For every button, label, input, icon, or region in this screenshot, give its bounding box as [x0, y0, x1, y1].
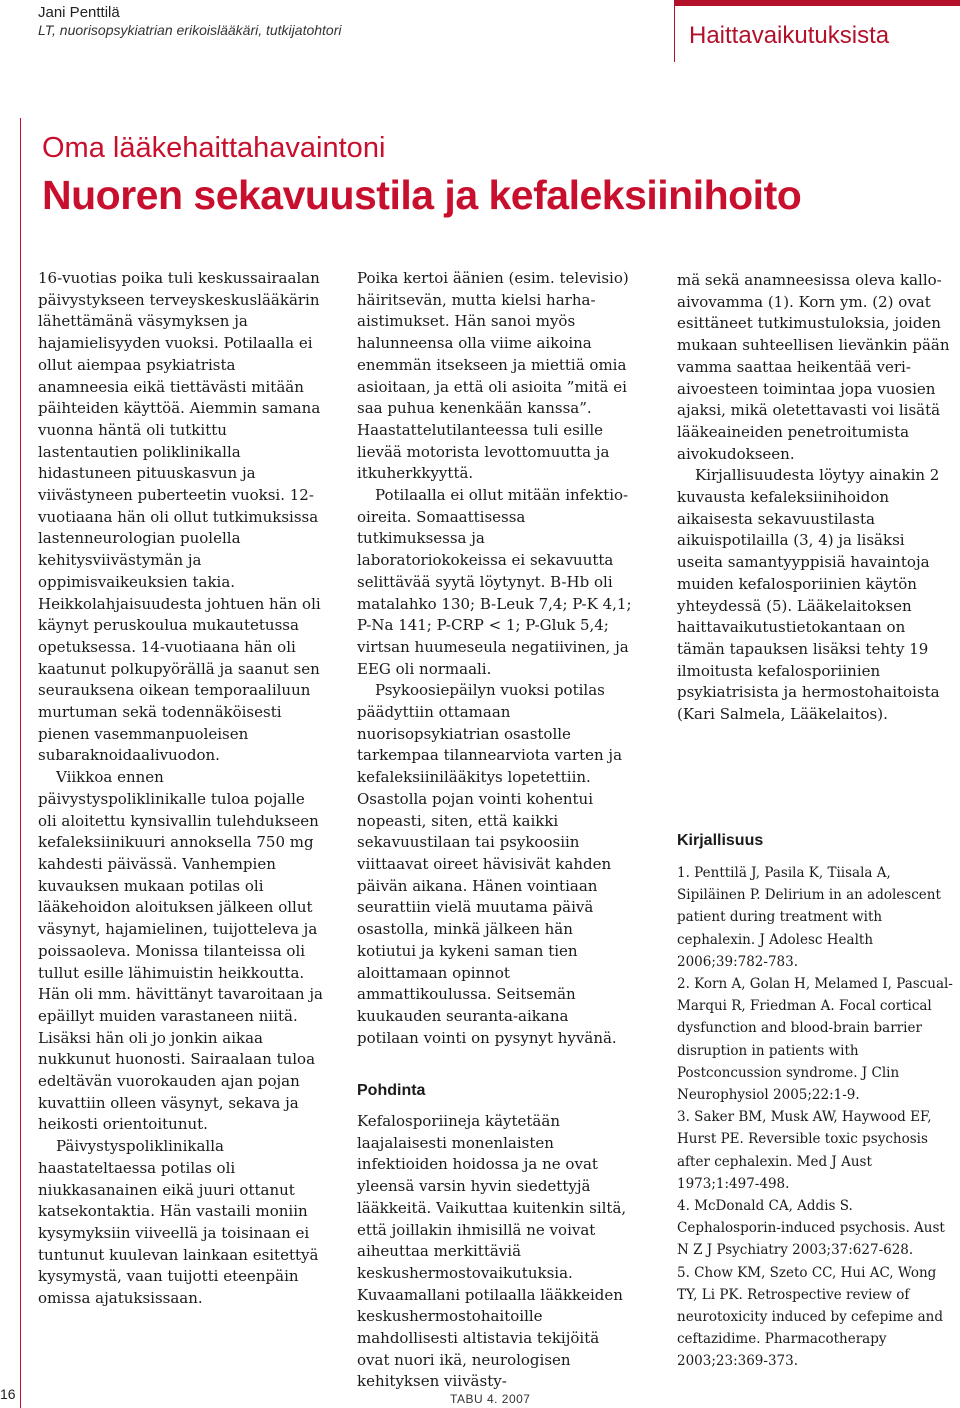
- body-column-3: [677, 270, 953, 726]
- reference-item: 2. Korn A, Golan H, Melamed I, Pascual-Marqui R, Friedman A. Focal cortical dysfunction and blood-brain barrier disruption in patients with Postconcussion syndrome. J Clin Neurophysiol 2005;22:1-9.: [677, 976, 953, 1104]
- references-heading: Kirjallisuus: [677, 832, 764, 849]
- paragraph: mä sekä anamneesissa oleva kallo-aivovamma (1). Korn ym. (2) ovat esittäneet tutkimustuloksia, joiden mukaan suhteellisen lievänkin pään vamma saattaa heikentää veri-aivoesteen toimintaa jopa vuosien ajaksi, mikä oletettavasti voi lisätä lääkeaineiden penetroitumista aivokudokseen.: [677, 271, 950, 463]
- article-kicker: Oma lääkehaittahavaintoni: [42, 132, 386, 164]
- paragraph: Kefalosporiineja käytetään laajalaisesti monenlaisten infektioiden hoidossa ja ne ovat yleensä varsin hyvin siedettyjä lääkkeitä. Vaikuttaa kuitenkin siltä, että joillakin ihmisillä ne voivat aiheuttaa merkittäviä keskushermostovaikutuksia. Kuvaamallani potilaalla lääkkeiden keskushermostohaitoille mahdollisesti altistavia tekijöitä ovat nuori ikä, neurologisen kehityksen viivästy-: [357, 1112, 627, 1391]
- paragraph: Päivystyspoliklinikalla haastateltaessa potilas oli niukkasanainen eikä juuri ottanut katsekontaktia. Hän vastaili moniin kysymyksiin viiveellä ja toisinaan ei tuntunut kuulevan lainkaan esitettyä kysymystä, vaan tuijotti eteenpäin omissa ajatuksissaan.: [38, 1137, 319, 1308]
- paragraph: Poika kertoi äänien (esim. televisio) häiritsevän, mutta kielsi harha-aistimukset. Hän sanoi myös halunneensa olla viime aikoina enemmän itsekseen ja miettiä omia asioitaan, ja että oli asioita ”mitä ei saa puhua kenenkään kanssa”. Haastattelutilanteessa tuli esille lievää motorista levottomuutta ja itkuherkkyyttä.: [357, 269, 629, 483]
- author-role: LT, nuorisopsykiatrian erikoislääkäri, tutkijatohtori: [38, 22, 342, 38]
- paragraph: 16-vuotias poika tuli keskussairaalan päivystykseen terveyskeskuslääkärin lähettämänä väsymyksen ja hajamielisyyden vuoksi. Potilaalla ei ollut aiempaa psykiatrista anamneesia eikä tiettävästi mitään päihteiden käyttöä. Aiemmin samana vuonna häntä oli tutkittu lastentautien poliklinikalla hidastuneen pituuskasvun ja viivästyneen puberteetin vuoksi. 12-vuotiaana hän oli ollut tutkimuksissa lastenneurologian puolella kehitysviivästymän ja oppimisvaikeuksien takia. Heikkolahjaisuudesta johtuen hän oli käynyt peruskoulua mukautetussa opetuksessa. 14-vuotiaana hän oli kaatunut polkupyörällä ja saanut sen seurauksena oikean temporaaliluun murtuman sekä todennäköisesti pienen vasemmanpuoleisen subaraknoidaalivuodon.: [38, 269, 321, 765]
- reference-item: 5. Chow KM, Szeto CC, Hui AC, Wong TY, Li PK. Retrospective review of neurotoxicity induced by cefepime and ceftazidime. Pharmacotherapy 2003;23:369-373.: [677, 1264, 944, 1370]
- reference-item: 1. Penttilä J, Pasila K, Tiisala A, Sipiläinen P. Delirium in an adolescent patient during treatment with cephalexin. J Adolesc Health 2006;39:782-783.: [677, 865, 941, 970]
- body-column-2: [357, 268, 633, 1049]
- section-label: Haittavaikutuksista: [689, 22, 890, 49]
- references-list: [677, 862, 955, 1373]
- article-title: Nuoren sekavuustila ja kefaleksiinihoito: [42, 172, 802, 218]
- publication-footer: TABU 4. 2007: [450, 1392, 531, 1406]
- author-name: Jani Penttilä: [38, 4, 120, 21]
- section-tab: [674, 0, 960, 62]
- section-tab-bar: [675, 0, 960, 6]
- paragraph: Viikkoa ennen päivystyspoliklinikalle tuloa pojalle oli aloitettu kynsivallin tulehdukseen kefaleksiinikuuri annoksella 750 mg kahdesti päivässä. Vanhempien kuvauksen mukaan potilas oli lääkehoidon aloituksen jälkeen ollut väsynyt, hajamielinen, tuijotteleva ja poissaoleva. Monissa tilanteissa oli tullut esille lähimuistin heikkoutta. Hän oli mm. hävittänyt tavaroitaan ja epäillyt muiden varastaneen niitä. Lisäksi hän oli jo jonkin aikaa nukkunut huonosti. Sairaalaan tuloa edeltävän vuorokauden ajan pojan kuvattiin olleen väsynyt, sekava ja heikosti orientoitunut.: [38, 768, 323, 1134]
- page-number: 16: [0, 1386, 16, 1402]
- left-margin-rule: [20, 118, 21, 1408]
- paragraph: Kirjallisuudesta löytyy ainakin 2 kuvausta kefaleksiinihoidon aikaisesta sekavuustilasta aikuispotilailla (3, 4) ja lisäksi useita samantyyppisiä havaintoja muiden kefalosporiinien käytön yhteydessä (5). Lääkelaitoksen haittavaikutustietokantaan on tämän tapauksen lisäksi tehty 19 ilmoitusta kefalosporiinien psykiatrisista ja hermostohaitoista (Kari Salmela, Lääkelaitos).: [677, 466, 940, 724]
- paragraph: Psykoosiepäilyn vuoksi potilas päädyttiin ottamaan nuorisopsykiatrian osastolle tarkempaa tilannearviota varten ja kefaleksiinilääkitys lopetettiin. Osastolla pojan vointi kohentui nopeasti, siten, että kaikki sekavuustilaan tai psykoosiin viittaavat oireet hävisivät kahden päivän aikana. Hänen vointiaan seurattiin vielä muutama päivä osastolla, minkä jälkeen hän kotiutui ja kykeni saman tien aloittamaan opinnot ammattikoulussa. Seitsemän kuukauden seuranta-aikana potilaan vointi on pysynyt hyvänä.: [357, 681, 623, 1047]
- reference-item: 4. McDonald CA, Addis S. Cephalosporin-induced psychosis. Aust N Z J Psychiatry 2003;37:627-628.: [677, 1198, 945, 1259]
- body-column-1: [38, 268, 324, 1310]
- reference-item: 3. Saker BM, Musk AW, Haywood EF, Hurst PE. Reversible toxic psychosis after cephalexin. Med J Aust 1973;1:497-498.: [677, 1109, 932, 1192]
- discussion-column: [357, 1111, 633, 1393]
- paragraph: Potilaalla ei ollut mitään infektio-oireita. Somaattisessa tutkimuksessa ja laboratoriokokeissa ei sekavuutta selittävää syytä löytynyt. B-Hb oli matalahko 130; B-Leuk 7,4; P-K 4,1; P-Na 141; P-CRP < 1; P-Gluk 5,4; virtsan huumeseula negatiivinen, ja EEG oli normaali.: [357, 486, 632, 678]
- discussion-heading: Pohdinta: [357, 1082, 426, 1099]
